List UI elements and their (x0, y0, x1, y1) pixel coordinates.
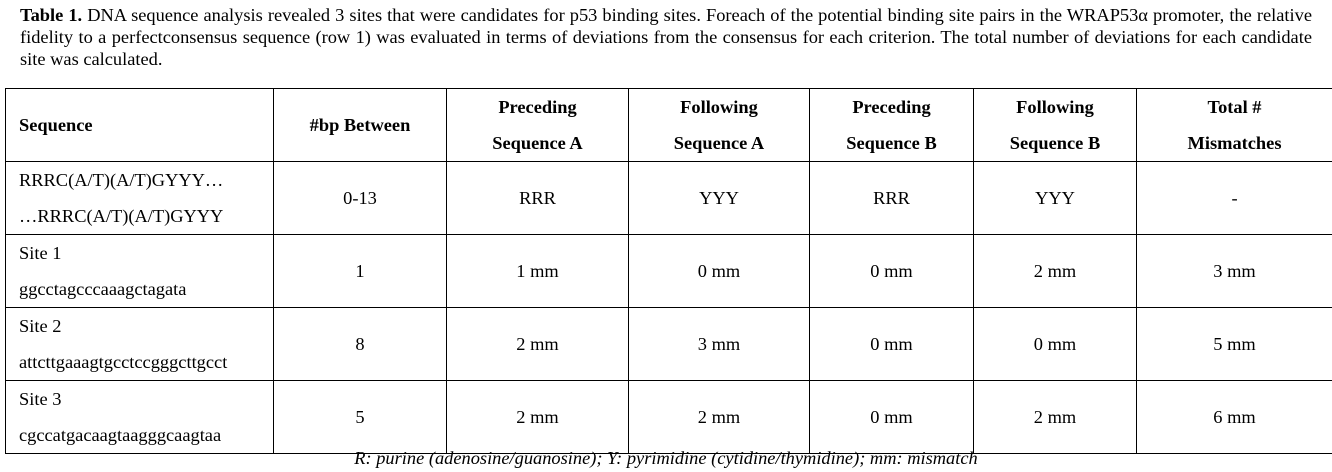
table-row (6, 308, 1332, 381)
cell-total: 6 mm (1137, 381, 1332, 454)
table-row (6, 381, 1332, 454)
cell-total: - (1137, 162, 1332, 235)
header-sequence: Sequence (6, 89, 274, 162)
cell-preceding-b: 0 mm (810, 235, 974, 308)
table-row (6, 235, 1332, 308)
cell-following-a: 3 mm (629, 308, 810, 381)
cell-sequence: Site 3 cgccatgacaagtaagggcaagtaa (6, 381, 274, 454)
cell-following-b: 2 mm (974, 381, 1137, 454)
cell-following-b: 2 mm (974, 235, 1137, 308)
cell-following-b: YYY (974, 162, 1137, 235)
header-preceding-a: Preceding Sequence A (447, 89, 629, 162)
header-bp-between: #bp Between (274, 89, 447, 162)
cell-bp: 0-13 (274, 162, 447, 235)
table-caption (20, 4, 1312, 70)
cell-sequence: Site 1 ggcctagcccaaagctagata (6, 235, 274, 308)
cell-bp: 5 (274, 381, 447, 454)
cell-following-b: 0 mm (974, 308, 1137, 381)
table-footnote: R: purine (adenosine/guanosine); Y: pyrimidine (cytidine/thymidine); mm: mismatch (354, 448, 978, 468)
cell-following-a: 2 mm (629, 381, 810, 454)
cell-sequence: Site 2 attcttgaaagtgcctccgggcttgcct (6, 308, 274, 381)
header-total-mismatches: Total # Mismatches (1137, 89, 1332, 162)
cell-sequence: RRRC(A/T)(A/T)GYYY… …RRRC(A/T)(A/T)GYYY (6, 162, 274, 235)
caption-text: DNA sequence analysis revealed 3 sites that were candidates for p53 binding sites. Foreach of the potential binding site pairs in the WRAP53α promoter, the relative fidelity to a perfectconsensus sequence (row 1) was evaluated in terms of deviations from the consensus for each criterion. The total number of deviations for each candidate site was calculated. (20, 5, 1312, 69)
cell-total: 3 mm (1137, 235, 1332, 308)
cell-following-a: YYY (629, 162, 810, 235)
cell-preceding-a: 2 mm (447, 308, 629, 381)
header-row (6, 89, 1332, 162)
cell-preceding-a: RRR (447, 162, 629, 235)
caption-label: Table 1. (20, 5, 83, 25)
cell-total: 5 mm (1137, 308, 1332, 381)
header-following-a: Following Sequence A (629, 89, 810, 162)
cell-preceding-b: 0 mm (810, 381, 974, 454)
header-following-b: Following Sequence B (974, 89, 1137, 162)
cell-preceding-a: 2 mm (447, 381, 629, 454)
cell-bp: 1 (274, 235, 447, 308)
cell-bp: 8 (274, 308, 447, 381)
data-table (5, 88, 1332, 454)
cell-preceding-b: 0 mm (810, 308, 974, 381)
cell-preceding-b: RRR (810, 162, 974, 235)
table-row (6, 162, 1332, 235)
header-preceding-b: Preceding Sequence B (810, 89, 974, 162)
cell-following-a: 0 mm (629, 235, 810, 308)
cell-preceding-a: 1 mm (447, 235, 629, 308)
